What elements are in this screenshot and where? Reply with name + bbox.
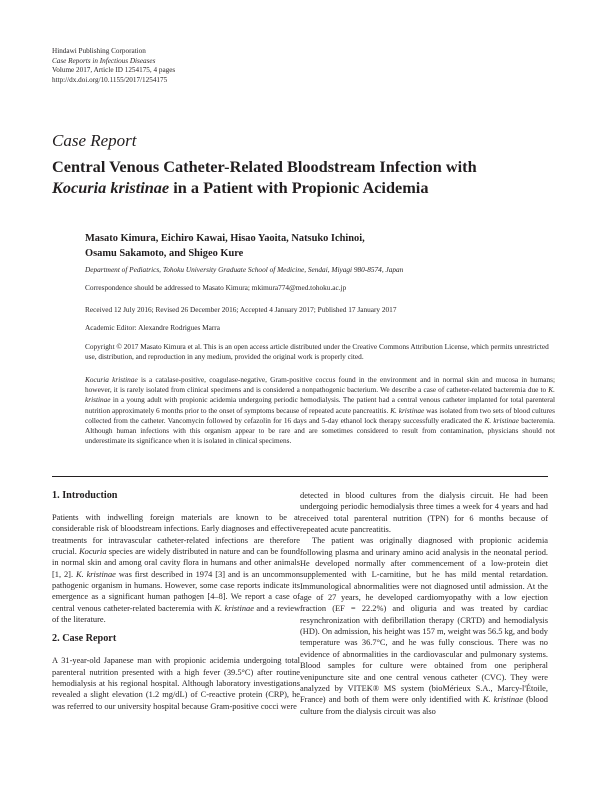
publication-dates: Received 12 July 2016; Revised 26 December 2016; Accepted 4 January 2017; Published 17 January 2017 [85,305,397,314]
title-line-1: Central Venous Catheter-Related Bloodstream Infection with [52,157,477,176]
correspondence: Correspondence should be addressed to Masato Kimura; mkimura774@med.tohoku.ac.jp [85,283,347,292]
paper-title [52,157,572,198]
abstract-text-2: in a young adult with propionic acidemia undergoing periodic hemodialysis. The patient had a central venous catheter implanted for total parenteral nutrition approximately 6 months prior to the onset of symptoms because of repeated acute pancreatitis. [85,395,555,415]
intro-text: was first described in 1974 [3] and is an uncommon pathogenic organism in humans. However, some case reports indicate its emergence as a significant human pathogen [4–8]. We report a case of central venous catheter-related bacteremia with [52,569,301,613]
journal-header [52,47,175,85]
section-divider [52,476,548,477]
intro-species: K. kristinae [214,603,254,613]
authors-line-2: Osamu Sakamoto, and Shigeo Kure [85,247,244,259]
abstract-species: K. kristinae [484,415,519,425]
journal-name: Case Reports in Infectious Diseases [52,56,156,65]
title-species: Kocuria kristinae [52,177,170,197]
left-column [52,490,300,712]
intro-species: K. kristinae [75,569,116,579]
case-history-end: (blood culture from the dialysis circuit was also [300,695,548,716]
abstract-text-1: is a catalase-positive, coagulase-negative, Gram-positive coccus found in the environment and in normal skin and mucosa in humans; however, it is rarely isolated from clinical specimens and is considered a nonpathogenic bacterium. We describe a case of catheter-related bacteremia due to [85,375,555,395]
intro-genus: Kocuria [79,547,107,557]
section-heading-case-report: 2. Case Report [52,633,117,645]
academic-editor: Academic Editor: Alexandre Rodrigues Marra [85,323,220,332]
abstract-text-3: was isolated from two sets of blood cultures collected from the catheter. Vancomycin followed by cefazolin for 16 days and 5-day ethanol lock therapy successfully eradicated the [85,405,556,425]
intro-text: and a review of the literature. [52,603,300,625]
intro-text: Patients with indwelling foreign materials are known to be at considerable risk of bloodstream infections. Early diagnoses and effective treatments for intravascular catheter-related infections are therefore crucial. [52,513,300,557]
abstract-species: Kocuria kristinae [85,375,138,384]
introduction-paragraph [52,512,300,625]
right-column [300,490,548,717]
article-type: Case Report [52,131,137,150]
intro-text: species are widely distributed in nature and can be found in normal skin and among oral cavity flora in humans and other animals [1, 2]. [52,547,300,579]
case-report-paragraph: A 31-year-old Japanese man with propionic acidemia undergoing total parenteral nutrition presented with a high fever (39.5°C) after routine hemodialysis at his regional hospital. Although laboratory investigations revealed a slight elevation (1.2 mg/dL) of C-reactive protein (CRP), he was referred to our university hospital because Gram-positive cocci were [52,656,300,711]
publisher-name: Hindawi Publishing Corporation [52,47,146,55]
copyright-notice: Copyright © 2017 Masato Kimura et al. This is an open access article distributed under the Creative Commons Attribution License, which permits unrestricted use, distribution, and reproduction in any medium, provided the original work is properly cited. [85,342,549,362]
author-list [85,232,505,261]
abstract-text-4: bacteremia. Although human infections with this organism appear to be rare and are sometimes considered to result from contamination, physicians should not underestimate its significance when it is isolated in clinical specimens. [85,415,555,446]
doi-link[interactable]: http://dx.doi.org/10.1155/2017/1254175 [52,75,168,84]
case-continuation-paragraph: detected in blood cultures from the dialysis circuit. He had been undergoing periodic hemodialysis three times a week for 4 years and had received total parenteral nutrition (TPN) for 6 months because of repeated acute pancreatitis. [300,491,548,535]
case-species: K. kristinae [482,695,523,705]
volume-info: Volume 2017, Article ID 1254175, 4 pages [52,66,176,75]
abstract-species: K. kristinae [85,385,555,405]
case-history-paragraph [300,535,548,717]
title-line-2 [52,178,572,199]
affiliation: Department of Pediatrics, Tohoku University Graduate School of Medicine, Sendai, Miyagi 980-8574, Japan [85,265,404,274]
title-rest: in a Patient with Propionic Acidemia [169,177,429,197]
spacer [52,625,300,633]
abstract [85,375,555,446]
case-history-text: The patient was originally diagnosed with propionic acidemia following plasma and urinary amino acid analysis in the neonatal period. He developed normally after commencement of a low-protein diet supplemented with L-carnitine, but he has mild mental retardation. Immunological abnormalities were not diagnosed until admission. At the age of 27 years, he developed cardiomyopathy with a low ejection fraction (EF = 22.2%) and oliguria and was treated by cardiac resynchronization with defibrillation therapy (CRTD) and hemodialysis (HD). On admission, his height was 157 m, weight was 56.5 kg, and body temperature was 36.7°C, and he was fully conscious. There was no evidence of abnormalities in the cardiovascular and pulmonary systems. Blood samples for culture were obtained from one peripheral venipuncture site and one central venous catheter (CVC). They were analyzed by VITEK® MS system (bioMérieux S.A., Marcy-l'Étoile, France) and both of them were only identified with [300,536,548,705]
section-heading-introduction: 1. Introduction [52,490,118,501]
authors-line-1: Masato Kimura, Eichiro Kawai, Hisao Yaoita, Natsuko Ichinoi, [85,233,365,244]
abstract-species: K. kristinae [390,405,425,415]
